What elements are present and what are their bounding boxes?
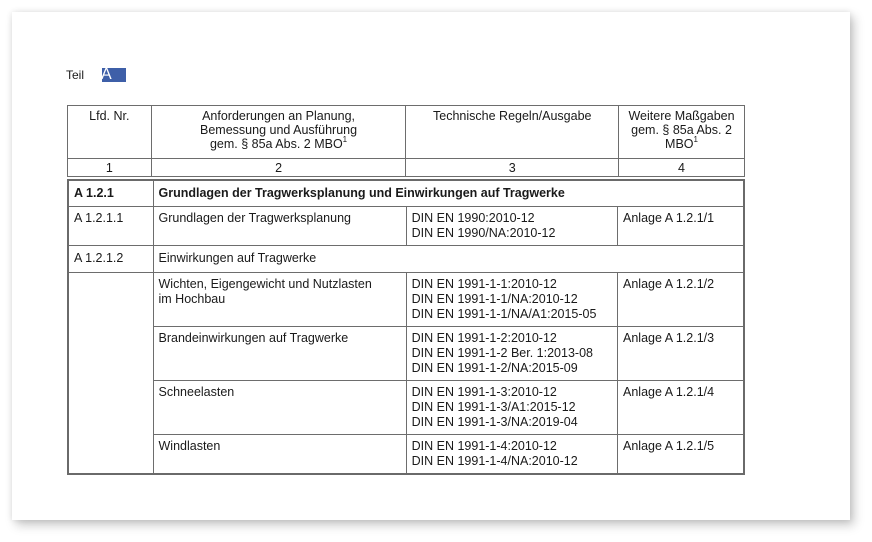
rule-text: DIN EN 1991-1-1:2010-12 — [411, 277, 557, 291]
column-number: 3 — [406, 159, 619, 177]
row-number: A 1.2.1.1 — [68, 207, 153, 246]
requirement-text: Grundlagen der Tragwerksplanung — [158, 211, 351, 225]
header-text: gem. § 85a Abs. 2 — [631, 123, 732, 137]
table-row — [68, 435, 744, 475]
table-row — [68, 273, 744, 327]
row-requirement — [153, 435, 406, 475]
requirement-text: Schneelasten — [158, 385, 235, 399]
table-row — [68, 381, 744, 435]
requirement-text: Wichten, Eigengewicht und Nutzlasten — [158, 277, 372, 291]
rule-text: DIN EN 1991-1-1/NA:2010-12 — [411, 292, 578, 306]
row-rules — [406, 327, 617, 381]
row-rules — [406, 273, 617, 327]
subsection-row — [68, 246, 744, 273]
requirement-text: Windlasten — [158, 439, 221, 453]
rule-text: DIN EN 1991-1-3/NA:2019-04 — [411, 415, 578, 429]
row-annex: Anlage A 1.2.1/4 — [618, 381, 744, 435]
header-text: Lfd. Nr. — [89, 109, 130, 123]
rule-text: DIN EN 1990/NA:2010-12 — [411, 226, 556, 240]
empty-number-cell — [68, 273, 153, 475]
header-anforderungen — [151, 106, 406, 159]
header-technische-regeln — [406, 106, 619, 159]
row-annex: Anlage A 1.2.1/5 — [618, 435, 744, 475]
table-row — [68, 207, 744, 246]
row-annex: Anlage A 1.2.1/1 — [618, 207, 744, 246]
header-text: Anforderungen an Planung, — [202, 109, 355, 123]
part-badge — [102, 68, 126, 82]
rule-text: DIN EN 1991-1-3:2010-12 — [411, 385, 557, 399]
section-title: Grundlagen der Tragwerksplanung und Einwirkungen auf Tragwerke — [153, 180, 744, 207]
section-row — [68, 180, 744, 207]
table-body — [67, 179, 745, 475]
requirement-text: Brandeinwirkungen auf Tragwerke — [158, 331, 349, 345]
footnote-marker: 1 — [342, 135, 348, 144]
row-requirement — [153, 381, 406, 435]
rule-text: DIN EN 1991-1-1/NA/A1:2015-05 — [411, 307, 597, 321]
rule-text: DIN EN 1991-1-2 Ber. 1:2013-08 — [411, 346, 593, 360]
header-text: Bemessung und Ausführung — [200, 123, 358, 137]
header-lfd-nr — [68, 106, 152, 159]
section-number: A 1.2.1 — [68, 180, 153, 207]
table-row — [68, 327, 744, 381]
rule-text: DIN EN 1991-1-4/NA:2010-12 — [411, 454, 578, 468]
row-annex: Anlage A 1.2.1/2 — [618, 273, 744, 327]
column-number-row — [68, 159, 745, 177]
rule-text: DIN EN 1991-1-4:2010-12 — [411, 439, 557, 453]
rule-text: DIN EN 1990:2010-12 — [411, 211, 535, 225]
column-number: 2 — [151, 159, 406, 177]
row-requirement — [153, 207, 406, 246]
rule-text: DIN EN 1991-1-2/NA:2015-09 — [411, 361, 578, 375]
row-rules — [406, 381, 617, 435]
row-requirement — [153, 327, 406, 381]
row-requirement — [153, 273, 406, 327]
header-text: Technische Regeln/Ausgabe — [433, 109, 592, 123]
row-annex: Anlage A 1.2.1/3 — [618, 327, 744, 381]
part-label: Teil — [66, 68, 85, 82]
column-number: 1 — [68, 159, 152, 177]
header-row — [68, 106, 745, 159]
column-number: 4 — [619, 159, 745, 177]
part-indicator — [66, 68, 126, 82]
requirement-text: im Hochbau — [158, 292, 226, 306]
row-rules — [406, 435, 617, 475]
header-weitere-massgaben — [619, 106, 745, 159]
footnote-marker: 1 — [693, 135, 698, 144]
header-text: Weitere Maßgaben — [628, 109, 735, 123]
header-text: gem. § 85a Abs. 2 MBO — [209, 137, 343, 151]
rule-text: DIN EN 1991-1-2:2010-12 — [411, 331, 557, 345]
header-text: MBO — [665, 137, 694, 151]
row-rules — [406, 207, 617, 246]
table-header — [67, 105, 745, 177]
rule-text: DIN EN 1991-1-3/A1:2015-12 — [411, 400, 576, 414]
subsection-number: A 1.2.1.2 — [68, 246, 153, 273]
subsection-title: Einwirkungen auf Tragwerke — [153, 246, 744, 273]
part-badge-letter: A — [101, 66, 112, 83]
